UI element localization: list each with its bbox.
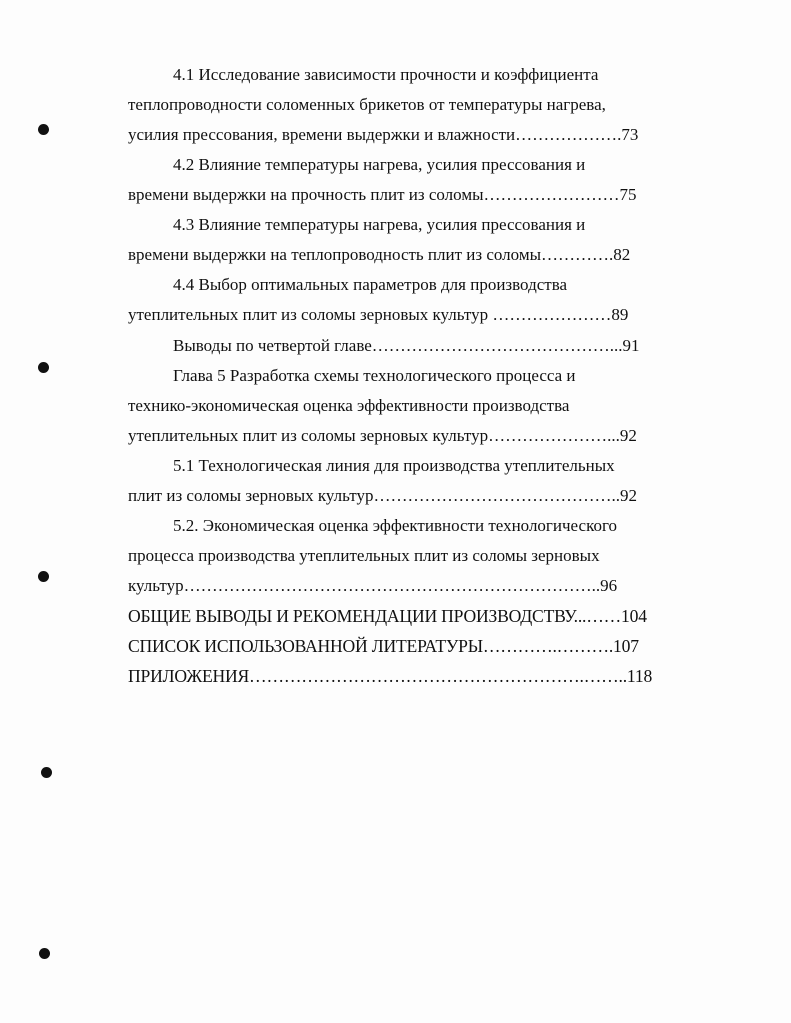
toc-line: 5.1 Технологическая линия для производства утеплительных — [173, 456, 615, 475]
toc-line: утеплительных плит из соломы зерновых культур …………………89 — [128, 305, 629, 324]
punch-hole-mark — [38, 362, 49, 373]
toc-line: ПРИЛОЖЕНИЯ………………………………………………….……..118 — [128, 666, 653, 686]
punch-hole-mark — [41, 767, 52, 778]
punch-hole-mark — [39, 948, 50, 959]
punch-hole-mark — [38, 124, 49, 135]
toc-line: времени выдержки на теплопроводность плит из соломы………….82 — [128, 245, 631, 264]
toc-line: ОБЩИЕ ВЫВОДЫ И РЕКОМЕНДАЦИИ ПРОИЗВОДСТВУ...……104 — [128, 606, 647, 626]
toc-line: Глава 5 Разработка схемы технологического процесса и — [173, 366, 576, 385]
toc-line: Выводы по четвертой главе……………………………………...91 — [173, 336, 640, 355]
toc-line: 4.1 Исследование зависимости прочности и коэффициента — [173, 65, 599, 84]
toc-line: теплопроводности соломенных брикетов от температуры нагрева, — [128, 95, 606, 114]
toc-line: 5.2. Экономическая оценка эффективности технологического — [173, 516, 618, 535]
toc-line: процесса производства утеплительных плит из соломы зерновых — [128, 546, 600, 565]
toc-line: времени выдержки на прочность плит из соломы……………………75 — [128, 185, 637, 204]
toc-line: культур………………………………………………………………..96 — [128, 576, 618, 595]
toc-line: утеплительных плит из соломы зерновых культур…………………...92 — [128, 426, 637, 445]
toc-line: СПИСОК ИСПОЛЬЗОВАННОЙ ЛИТЕРАТУРЫ………….……….107 — [128, 636, 639, 656]
toc-line: усилия прессования, времени выдержки и влажности……………….73 — [128, 125, 639, 144]
toc-line: 4.3 Влияние температуры нагрева, усилия прессования и — [173, 215, 586, 234]
toc-line: 4.4 Выбор оптимальных параметров для производства — [173, 275, 568, 294]
toc-line: 4.2 Влияние температуры нагрева, усилия прессования и — [173, 155, 586, 174]
toc-line: плит из соломы зерновых культур……………………………………..92 — [128, 486, 637, 505]
toc-line: технико-экономическая оценка эффективности производства — [128, 396, 570, 415]
punch-hole-mark — [38, 571, 49, 582]
